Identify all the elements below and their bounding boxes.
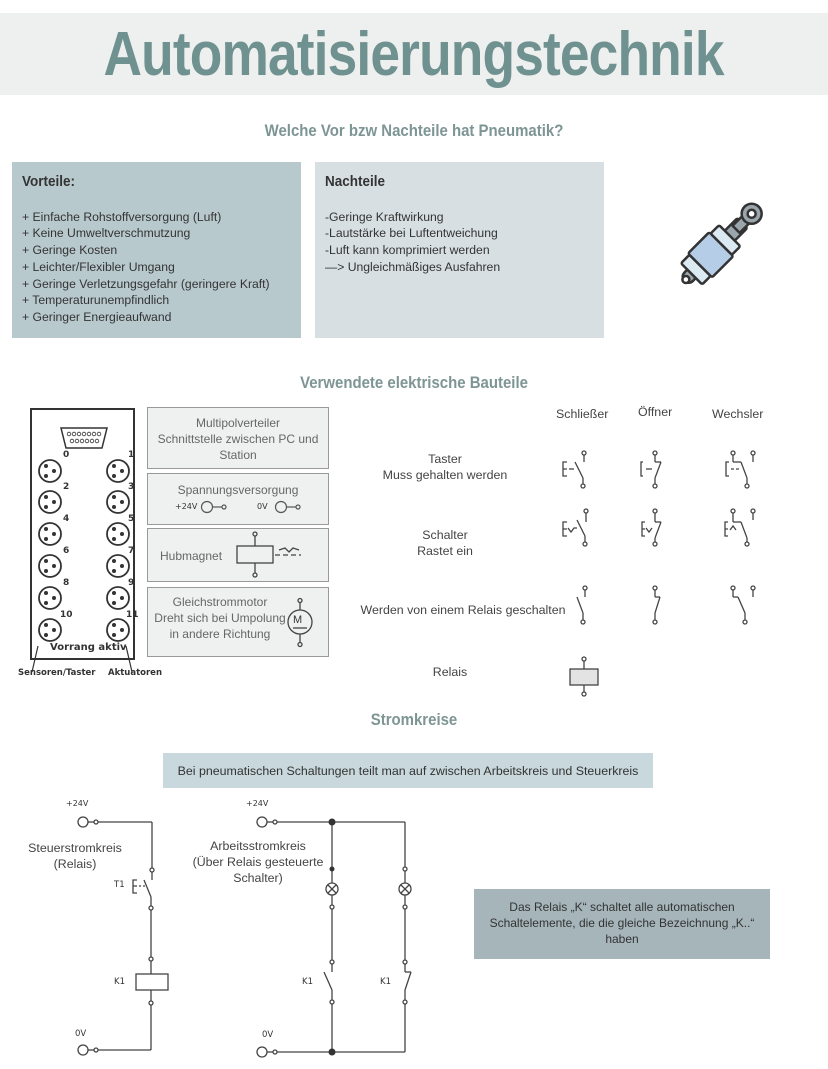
component-label: Multipolverteiler <box>195 416 281 430</box>
arbeit-title-line: Schalter) <box>233 871 283 885</box>
stromkreise-heading: Stromkreise <box>370 710 458 729</box>
row-relais: Relais <box>432 665 468 679</box>
relais-note-line: Schaltelemente, die die gleiche Bezeichnung „K..“ <box>489 916 755 930</box>
zerov-label: 0V <box>257 502 268 511</box>
port-number: 7 <box>128 546 135 556</box>
port-number: 9 <box>128 578 135 588</box>
vorteile-item: + Geringer Energieaufwand <box>22 309 172 324</box>
arbeit-zerov: 0V <box>262 1030 274 1040</box>
component-desc: Dreht sich bei Umpolung <box>154 611 286 625</box>
column-schliesser: Schließer <box>556 407 609 421</box>
row-title: Schalter <box>422 528 468 542</box>
t1-label: T1 <box>114 880 125 890</box>
relais-note-line: Das Relais „K“ schaltet alle automatischen <box>509 900 735 914</box>
port-number: 6 <box>63 546 70 556</box>
motor-symbol-letter: M <box>293 614 303 626</box>
port-number: 5 <box>128 514 135 524</box>
port-number: 0 <box>63 450 70 460</box>
nachteile-item: -Luft kann komprimiert werden <box>325 243 490 258</box>
sensoren-label: Sensoren/Taster <box>18 668 96 678</box>
relais-note-box <box>474 889 770 959</box>
component-desc: Schnittstelle zwischen PC und <box>157 432 319 446</box>
component-desc: in andere Richtung <box>169 627 271 641</box>
arbeit-plus24v: +24V <box>246 799 269 808</box>
vorteile-item: + Einfache Rohstoffversorgung (Luft) <box>22 209 222 224</box>
arbeit-title <box>188 838 328 886</box>
k1-switch-label: K1 <box>302 977 313 987</box>
port-number: 10 <box>60 610 73 620</box>
nachteile-title: Nachteile <box>325 173 386 190</box>
row-desc: Rastet ein <box>417 544 473 558</box>
port-number: 11 <box>126 610 139 620</box>
aktuatoren-label: Aktuatoren <box>108 668 162 678</box>
port-number: 3 <box>128 482 135 492</box>
vorteile-item: + Keine Umweltverschmutzung <box>22 226 191 241</box>
stromkreise-note: Bei pneumatischen Schaltungen teilt man auf zwischen Arbeitskreis und Steuerkreis <box>163 753 653 788</box>
port-number: 2 <box>63 482 70 492</box>
nachteile-item: -Lautstärke bei Luftentweichung <box>325 226 498 241</box>
vorteile-item: + Leichter/Flexibler Umgang <box>22 259 175 274</box>
row-desc: Muss gehalten werden <box>382 468 508 482</box>
component-label: Spannungsversorgung <box>177 483 299 497</box>
vorteile-item: + Geringe Kosten <box>22 243 118 258</box>
port-number: 8 <box>63 578 70 588</box>
port-number: 1 <box>128 450 135 460</box>
arbeit-title-line: Arbeitsstromkreis <box>210 839 306 853</box>
page-title: Automatisierungstechnik <box>103 19 725 89</box>
vorrang-aktiv-label: Vorrang aktiv <box>50 642 127 653</box>
arbeit-title-line: (Über Relais gesteuerte <box>192 855 324 869</box>
component-desc: Station <box>219 448 257 462</box>
steuer-plus24v: +24V <box>66 799 89 808</box>
pneumatik-heading: Welche Vor bzw Nachteile hat Pneumatik? <box>264 121 564 140</box>
row-relais-geschaltet: Werden von einem Relais geschalten <box>360 603 566 617</box>
column-wechsler: Wechsler <box>712 407 764 421</box>
steuer-title-line: Steuerstromkreis <box>28 841 122 855</box>
vorteile-item: + Temperaturunempfindlich <box>22 293 170 308</box>
k1-switch-label: K1 <box>380 977 391 987</box>
k1-relay-label: K1 <box>114 977 125 987</box>
bauteile-heading: Verwendete elektrische Bauteile <box>300 373 528 392</box>
component-label: Hubmagnet <box>160 549 223 563</box>
component-label: Gleichstrommotor <box>172 595 268 609</box>
nachteile-item: —> Ungleichmäßiges Ausfahren <box>325 259 501 274</box>
nachteile-item: -Geringe Kraftwirkung <box>325 209 444 224</box>
column-oeffner: Öffner <box>638 405 673 419</box>
vorteile-item: + Geringe Verletzungsgefahr (geringere Kraft) <box>22 276 270 291</box>
plus24v-label: +24V <box>175 502 198 511</box>
port-number: 4 <box>63 514 70 524</box>
steuer-zerov: 0V <box>75 1029 87 1039</box>
relais-note-line: haben <box>605 932 639 946</box>
steuer-title-line: (Relais) <box>53 857 97 871</box>
vorteile-title: Vorteile: <box>22 173 76 190</box>
row-title: Taster <box>428 452 462 466</box>
